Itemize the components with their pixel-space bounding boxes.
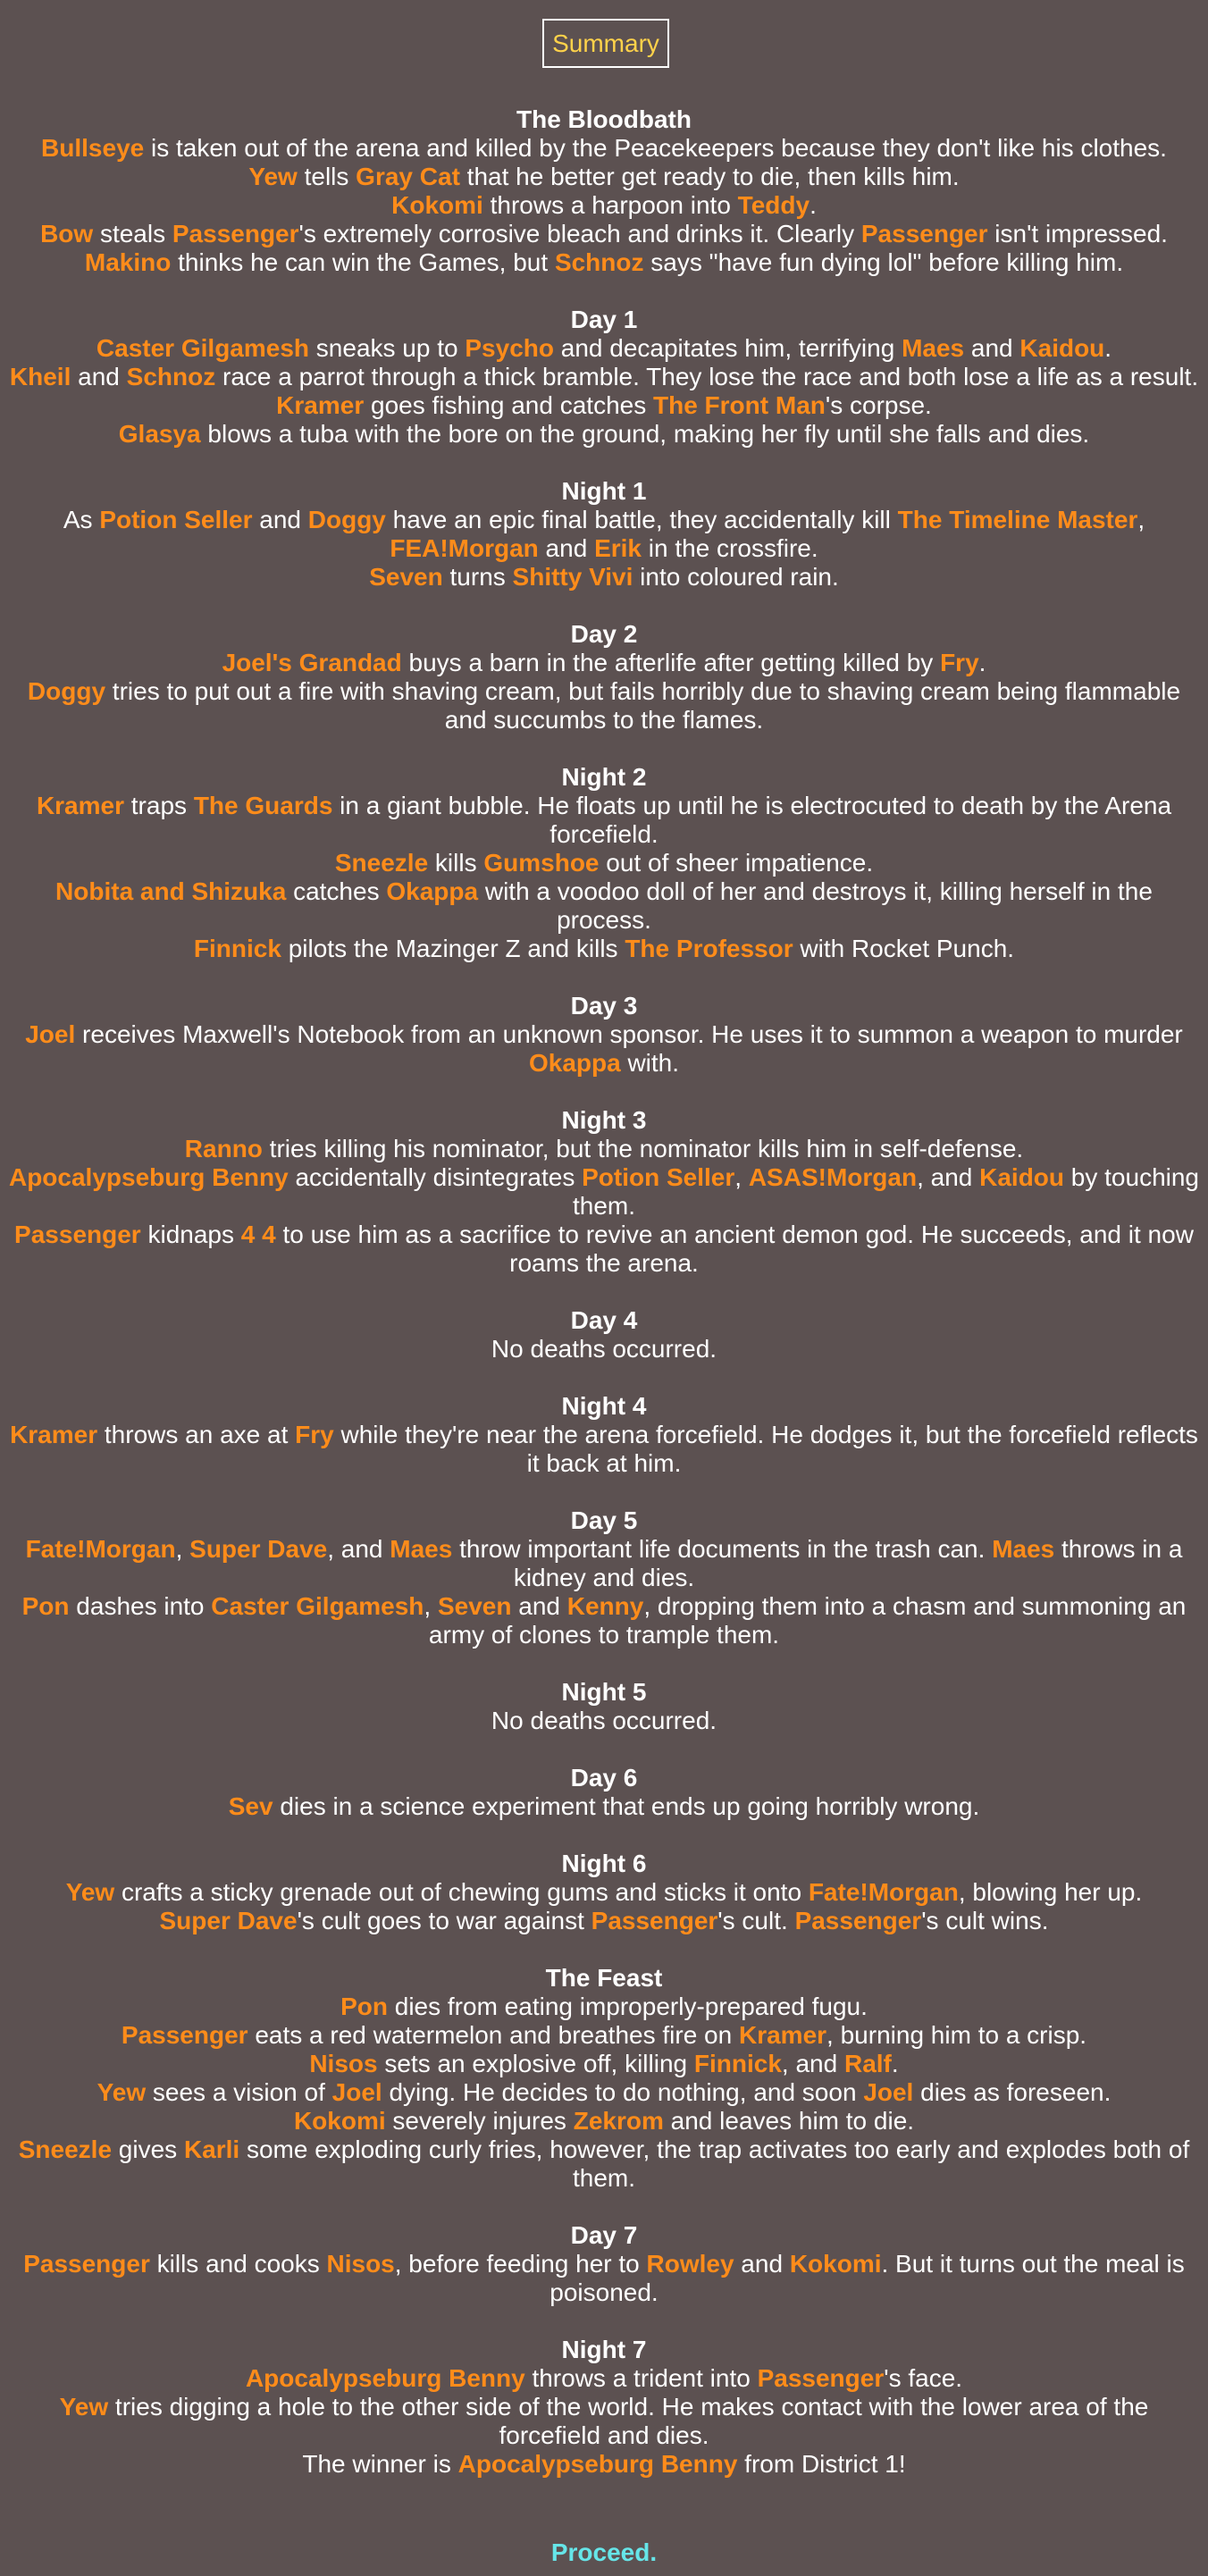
event-line — [0, 1421, 1208, 1478]
tribute-name: Joel — [331, 2078, 382, 2106]
event-line — [0, 2250, 1208, 2307]
tribute-name: Apocalypseburg Benny — [245, 2364, 525, 2392]
event-text: have an epic final battle, they accidentally kill — [385, 506, 898, 533]
section-heading: Day 5 — [570, 1506, 638, 1534]
event-text: 's cult. — [717, 1907, 795, 1934]
event-line — [0, 1878, 1208, 1907]
event-text: . — [1104, 334, 1112, 362]
tribute-name: Passenger — [14, 1221, 141, 1248]
event-text: throw important life documents in the trash can. — [452, 1535, 993, 1563]
tribute-name: Nisos — [309, 2050, 378, 2077]
section — [0, 763, 1208, 963]
tribute-name: Kramer — [738, 2021, 827, 2049]
tribute-name: Doggy — [307, 506, 386, 533]
tribute-name: Kokomi — [789, 2250, 882, 2278]
event-text: , and — [781, 2050, 844, 2077]
event-text: The winner is — [302, 2450, 458, 2478]
section-heading: Day 4 — [570, 1306, 638, 1334]
section-heading: Day 6 — [570, 1764, 638, 1791]
event-text: and leaves him to die. — [663, 2107, 915, 2135]
event-text: . — [810, 191, 817, 219]
event-text: says "have fun dying lol" before killing him. — [643, 248, 1124, 276]
tribute-name: Schnoz — [126, 363, 216, 390]
tribute-name: Ranno — [184, 1135, 263, 1162]
tribute-name: Fate!Morgan — [25, 1535, 176, 1563]
event-line — [0, 248, 1208, 277]
tribute-name: Fry — [295, 1421, 334, 1448]
event-text: , burning him to a crisp. — [826, 2021, 1087, 2049]
event-text: turns — [442, 563, 513, 591]
tribute-name: Yew — [248, 163, 298, 190]
tribute-name: Okappa — [386, 877, 479, 905]
tribute-name: Doggy — [27, 677, 106, 705]
event-text: and — [964, 334, 1020, 362]
event-text: in a giant bubble. He floats up until he is electrocuted to death by the Arena forcefield. — [332, 792, 1172, 848]
section-heading: Night 5 — [561, 1678, 647, 1706]
tribute-name: Apocalypseburg Benny — [457, 2450, 738, 2478]
event-text: , — [1137, 506, 1145, 533]
section-heading: The Feast — [545, 1964, 663, 1992]
tribute-name: The Guards — [193, 792, 333, 819]
event-text: some exploding curly fries, however, the trap activates too early and explodes both of them. — [239, 2135, 1190, 2192]
event-text: blows a tuba with the bore on the ground, making her fly until she falls and dies. — [200, 420, 1090, 448]
tribute-name: Kokomi — [293, 2107, 386, 2135]
tribute-name: Passenger — [172, 220, 299, 248]
event-text: catches — [286, 877, 387, 905]
event-line — [0, 2078, 1208, 2107]
event-text: , and — [917, 1163, 980, 1191]
event-text: 's face. — [884, 2364, 963, 2392]
tribute-name: Maes — [390, 1535, 453, 1563]
tribute-name: The Professor — [625, 935, 793, 962]
tribute-name: Finnick — [193, 935, 281, 962]
event-text: accidentally disintegrates — [288, 1163, 583, 1191]
section — [0, 2221, 1208, 2307]
section — [0, 1306, 1208, 1364]
section — [0, 1106, 1208, 1278]
event-line — [0, 1221, 1208, 1278]
tribute-name: Shitty Vivi — [512, 563, 633, 591]
event-text: throws an axe at — [97, 1421, 296, 1448]
tribute-name: Passenger — [757, 2364, 885, 2392]
event-text: by touching them. — [572, 1163, 1200, 1220]
section — [0, 992, 1208, 1078]
event-text: tries to put out a fire with shaving cream, but fails horribly due to shaving cream being flammable and succumbs to the flames. — [105, 677, 1181, 734]
tribute-name: Teddy — [737, 191, 810, 219]
event-text: , — [424, 1592, 438, 1620]
event-text: that he better get ready to die, then kills him. — [459, 163, 960, 190]
section-heading: Night 2 — [561, 763, 647, 791]
event-text: , dropping them into a chasm and summoning an army of clones to trample them. — [428, 1592, 1187, 1649]
event-text: thinks he can win the Games, but — [171, 248, 555, 276]
section-heading: Night 4 — [561, 1392, 647, 1420]
tribute-name: Seven — [437, 1592, 512, 1620]
event-text: and — [538, 534, 595, 562]
event-text: kidnaps — [140, 1221, 241, 1248]
section — [0, 620, 1208, 734]
section — [0, 1392, 1208, 1478]
event-line — [0, 563, 1208, 592]
event-line — [0, 2393, 1208, 2450]
tribute-name: Nisos — [326, 2250, 395, 2278]
tribute-name: FEA!Morgan — [390, 534, 539, 562]
event-line — [0, 163, 1208, 191]
event-text: 's cult wins. — [921, 1907, 1049, 1934]
tribute-name: ASAS!Morgan — [748, 1163, 918, 1191]
section-heading: Day 3 — [570, 992, 638, 1019]
event-text: tries killing his nominator, but the nominator kills him in self-defense. — [262, 1135, 1024, 1162]
event-text: dashes into — [69, 1592, 212, 1620]
tribute-name: Joel — [25, 1020, 76, 1048]
tribute-name: Pon — [340, 1993, 388, 2020]
event-text: and — [734, 2250, 790, 2278]
tribute-name: Passenger — [794, 1907, 922, 1934]
event-line — [0, 935, 1208, 963]
event-text: throws a harpoon into — [482, 191, 738, 219]
tribute-name: Ralf — [843, 2050, 892, 2077]
event-text: dies as foreseen. — [913, 2078, 1112, 2106]
event-line — [0, 391, 1208, 420]
tribute-name: Okappa — [528, 1049, 621, 1077]
event-text: No deaths occurred. — [491, 1335, 717, 1363]
event-text: isn't impressed. — [987, 220, 1168, 248]
tribute-name: Fry — [940, 649, 979, 676]
tribute-name: Yew — [59, 2393, 109, 2421]
tribute-name: Kaidou — [979, 1163, 1065, 1191]
event-text: race a parrot through a thick bramble. They lose the race and both lose a life as a result. — [215, 363, 1199, 390]
section — [0, 306, 1208, 449]
event-text: while they're near the arena forcefield. He dodges it, but the forcefield reflects it back at him. — [333, 1421, 1198, 1477]
tribute-name: Pon — [21, 1592, 70, 1620]
event-line — [0, 420, 1208, 449]
tribute-name: Potion Seller — [582, 1163, 735, 1191]
tribute-name: Glasya — [118, 420, 201, 448]
section-heading: Night 3 — [561, 1106, 647, 1134]
event-line — [0, 2135, 1208, 2193]
summary-button[interactable]: Summary — [542, 19, 669, 68]
tribute-name: Kokomi — [391, 191, 483, 219]
event-text: kills and cooks — [149, 2250, 327, 2278]
event-line — [0, 2450, 1208, 2479]
event-text: tells — [297, 163, 357, 190]
proceed-link[interactable]: Proceed. — [550, 2538, 658, 2566]
tribute-name: 4 4 — [240, 1221, 276, 1248]
event-text: crafts a sticky grenade out of chewing gums and sticks it onto — [114, 1878, 809, 1906]
event-line — [0, 1592, 1208, 1649]
tribute-name: Caster Gilgamesh — [96, 334, 310, 362]
event-text: with. — [620, 1049, 680, 1077]
event-text: eats a red watermelon and breathes fire on — [247, 2021, 739, 2049]
event-text: throws in a kidney and dies. — [513, 1535, 1183, 1591]
event-text: goes fishing and catches — [364, 391, 653, 419]
event-line — [0, 1135, 1208, 1163]
event-text: . But it turns out the meal is poisoned. — [549, 2250, 1185, 2306]
event-line — [0, 649, 1208, 677]
event-line — [0, 134, 1208, 163]
tribute-name: Passenger — [591, 1907, 718, 1934]
event-text: sneaks up to — [309, 334, 466, 362]
event-text: As — [63, 506, 100, 533]
event-line — [0, 1335, 1208, 1364]
event-text: and decapitates him, terrifying — [553, 334, 902, 362]
tribute-name: Bow — [40, 220, 94, 248]
section-heading: The Bloodbath — [516, 105, 692, 133]
section — [0, 2336, 1208, 2479]
event-text: and — [252, 506, 308, 533]
tribute-name: Kramer — [10, 1421, 98, 1448]
section-heading: Night 7 — [561, 2336, 647, 2363]
event-text: steals — [93, 220, 172, 248]
section — [0, 477, 1208, 592]
event-line — [0, 363, 1208, 391]
event-line — [0, 1707, 1208, 1735]
tribute-name: Passenger — [23, 2250, 150, 2278]
event-text: and — [71, 363, 127, 390]
tribute-name: Kramer — [36, 792, 124, 819]
event-text: sees a vision of — [146, 2078, 332, 2106]
event-line — [0, 2107, 1208, 2135]
event-text: to use him as a sacrifice to revive an ancient demon god. He succeeds, and it now roams the arena. — [275, 1221, 1194, 1277]
event-text: severely injures — [385, 2107, 574, 2135]
tribute-name: Psycho — [465, 334, 554, 362]
section — [0, 1506, 1208, 1649]
event-text: dies from eating improperly-prepared fugu. — [387, 1993, 868, 2020]
section-heading: Night 1 — [561, 477, 647, 505]
tribute-name: Nobita and Shizuka — [55, 877, 287, 905]
event-text: and — [511, 1592, 567, 1620]
event-text: dies in a science experiment that ends up going horribly wrong. — [273, 1792, 980, 1820]
tribute-name: Kramer — [276, 391, 365, 419]
tribute-name: Super Dave — [189, 1535, 328, 1563]
event-line — [0, 334, 1208, 363]
event-text: in the crossfire. — [642, 534, 818, 562]
event-line — [0, 1993, 1208, 2021]
event-text: traps — [124, 792, 194, 819]
tribute-name: Sev — [228, 1792, 273, 1820]
event-text: , — [175, 1535, 190, 1563]
tribute-name: Passenger — [121, 2021, 248, 2049]
event-text: kills — [428, 849, 484, 877]
event-line — [0, 191, 1208, 220]
event-text: 's corpse. — [825, 391, 932, 419]
tribute-name: Maes — [992, 1535, 1055, 1563]
event-text: . — [978, 649, 986, 676]
event-text: out of sheer impatience. — [599, 849, 874, 877]
tribute-name: Seven — [369, 563, 443, 591]
tribute-name: Makino — [84, 248, 172, 276]
tribute-name: The Front Man — [653, 391, 826, 419]
event-text: tries digging a hole to the other side of the world. He makes contact with the lower area of the forcefield and dies. — [108, 2393, 1149, 2449]
tribute-name: Joel — [863, 2078, 914, 2106]
event-line — [0, 1163, 1208, 1221]
event-text: sets an explosive off, killing — [377, 2050, 694, 2077]
event-text: 's extremely corrosive bleach and drinks it. Clearly — [298, 220, 861, 248]
event-text: with a voodoo doll of her and destroys it, killing herself in the process. — [478, 877, 1153, 934]
event-text: into coloured rain. — [633, 563, 839, 591]
tribute-name: Rowley — [646, 2250, 734, 2278]
event-text: dying. He decides to do nothing, and soon — [382, 2078, 864, 2106]
tribute-name: Kheil — [9, 363, 71, 390]
event-line — [0, 1792, 1208, 1821]
event-text: with Rocket Punch. — [793, 935, 1015, 962]
event-line — [0, 1907, 1208, 1935]
tribute-name: Bullseye — [41, 134, 145, 162]
event-text: buys a barn in the afterlife after getting killed by — [401, 649, 941, 676]
tribute-name: Sneezle — [18, 2135, 113, 2163]
section-heading: Day 7 — [570, 2221, 638, 2249]
proceed-container — [0, 2538, 1208, 2572]
tribute-name: Gray Cat — [356, 163, 460, 190]
tribute-name: Potion Seller — [99, 506, 253, 533]
section-heading: Day 2 — [570, 620, 638, 648]
event-line — [0, 1535, 1208, 1592]
section-heading: Day 1 — [570, 306, 638, 333]
event-line — [0, 792, 1208, 849]
event-text: . — [891, 2050, 899, 2077]
tribute-name: Kaidou — [1019, 334, 1105, 362]
section — [0, 1964, 1208, 2193]
tribute-name: Sneezle — [334, 849, 429, 877]
tribute-name: Yew — [65, 1878, 115, 1906]
event-line — [0, 2050, 1208, 2078]
tribute-name: Caster Gilgamesh — [211, 1592, 424, 1620]
tribute-name: Kenny — [566, 1592, 644, 1620]
tribute-name: Gumshoe — [483, 849, 600, 877]
event-text: , blowing her up. — [958, 1878, 1143, 1906]
section — [0, 1678, 1208, 1735]
section — [0, 105, 1208, 277]
event-line — [0, 2364, 1208, 2393]
event-text: pilots the Mazinger Z and kills — [281, 935, 625, 962]
event-line — [0, 220, 1208, 248]
event-line — [0, 849, 1208, 877]
tribute-name: Maes — [902, 334, 965, 362]
tribute-name: Super Dave — [159, 1907, 298, 1934]
tribute-name: Passenger — [860, 220, 988, 248]
event-text: , — [734, 1163, 749, 1191]
event-text: from District 1! — [737, 2450, 906, 2478]
event-text: receives Maxwell's Notebook from an unknown sponsor. He uses it to summon a weapon to murder — [75, 1020, 1183, 1048]
event-line — [0, 677, 1208, 734]
section-heading: Night 6 — [561, 1850, 647, 1877]
event-text: , before feeding her to — [394, 2250, 647, 2278]
event-text: throws a trident into — [524, 2364, 758, 2392]
event-text: 's cult goes to war against — [297, 1907, 591, 1934]
event-text: No deaths occurred. — [491, 1707, 717, 1734]
event-line — [0, 506, 1208, 563]
event-text: gives — [112, 2135, 184, 2163]
tribute-name: Erik — [594, 534, 642, 562]
tribute-name: Apocalypseburg Benny — [8, 1163, 289, 1191]
event-line — [0, 2021, 1208, 2050]
section — [0, 1850, 1208, 1935]
tribute-name: Schnoz — [554, 248, 644, 276]
tribute-name: Zekrom — [573, 2107, 664, 2135]
event-text: , and — [327, 1535, 390, 1563]
tribute-name: Joel's Grandad — [222, 649, 402, 676]
event-line — [0, 1020, 1208, 1078]
section — [0, 1764, 1208, 1821]
event-text: is taken out of the arena and killed by the Peacekeepers because they don't like his clothes. — [144, 134, 1167, 162]
events-log — [0, 105, 1208, 2507]
event-line — [0, 877, 1208, 935]
tribute-name: The Timeline Master — [897, 506, 1138, 533]
tribute-name: Yew — [96, 2078, 147, 2106]
tribute-name: Fate!Morgan — [808, 1878, 959, 1906]
tribute-name: Karli — [183, 2135, 240, 2163]
tribute-name: Finnick — [693, 2050, 782, 2077]
